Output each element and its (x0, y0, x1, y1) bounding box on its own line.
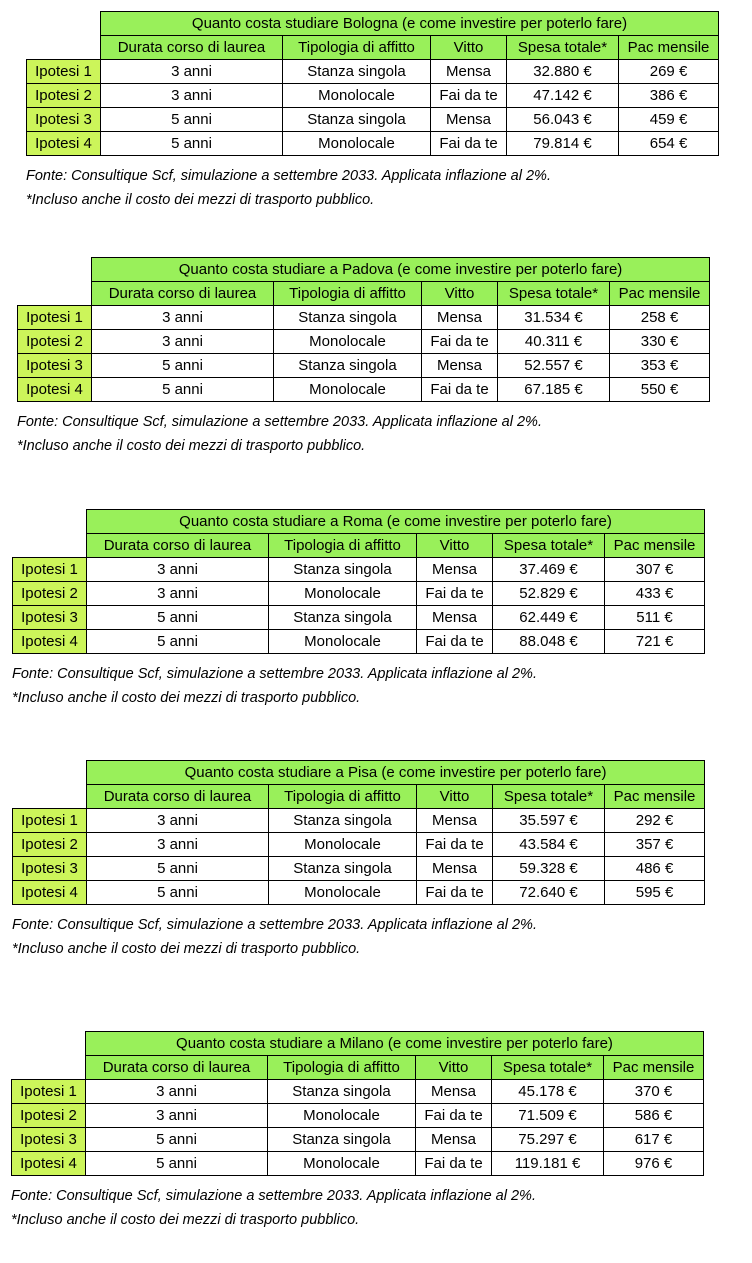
table-cell: Monolocale (269, 833, 417, 857)
row-label: Ipotesi 2 (13, 582, 87, 606)
table-title: Quanto costa studiare a Pisa (e come investire per poterlo fare) (87, 761, 705, 785)
table-cell: Stanza singola (274, 354, 422, 378)
blank-cell (12, 1032, 86, 1056)
column-header: Durata corso di laurea (86, 1056, 268, 1080)
table-cell: 56.043 € (507, 108, 619, 132)
row-label: Ipotesi 4 (27, 132, 101, 156)
header-row (27, 36, 719, 60)
row-label: Ipotesi 1 (27, 60, 101, 84)
row-label: Ipotesi 1 (13, 558, 87, 582)
row-label: Ipotesi 1 (18, 306, 92, 330)
table-cell: 353 € (610, 354, 710, 378)
cost-table-block (11, 1031, 704, 1232)
table-cell: 5 anni (92, 378, 274, 402)
row-label: Ipotesi 3 (13, 606, 87, 630)
blank-cell (13, 785, 87, 809)
row-label: Ipotesi 4 (13, 881, 87, 905)
table-cell: 486 € (605, 857, 705, 881)
table-title: Quanto costa studiare a Milano (e come investire per poterlo fare) (86, 1032, 704, 1056)
table-cell: 119.181 € (492, 1152, 604, 1176)
header-row (13, 534, 705, 558)
table-cell: Stanza singola (268, 1128, 416, 1152)
column-header: Tipologia di affitto (269, 534, 417, 558)
blank-cell (13, 761, 87, 785)
column-header: Pac mensile (604, 1056, 704, 1080)
column-header: Vitto (416, 1056, 492, 1080)
column-header: Spesa totale* (493, 785, 605, 809)
table-cell: 292 € (605, 809, 705, 833)
table-row (18, 354, 710, 378)
row-label: Ipotesi 4 (18, 378, 92, 402)
table-cell: Fai da te (417, 881, 493, 905)
table-cell: 3 anni (101, 60, 283, 84)
source-note: Fonte: Consultique Scf, simulazione a settembre 2033. Applicata inflazione al 2%. (12, 917, 537, 933)
table-cell: Monolocale (269, 582, 417, 606)
column-header: Durata corso di laurea (87, 534, 269, 558)
table-cell: 40.311 € (498, 330, 610, 354)
table-row (13, 582, 705, 606)
table-title: Quanto costa studiare a Roma (e come investire per poterlo fare) (87, 510, 705, 534)
table-cell: Fai da te (417, 833, 493, 857)
table-row (13, 809, 705, 833)
cost-table (11, 1031, 704, 1176)
table-cell: Monolocale (269, 630, 417, 654)
column-header: Pac mensile (605, 785, 705, 809)
table-cell: Mensa (416, 1128, 492, 1152)
table-row (18, 330, 710, 354)
table-cell: 47.142 € (507, 84, 619, 108)
table-cell: Fai da te (416, 1152, 492, 1176)
table-cell: 43.584 € (493, 833, 605, 857)
footnote: *Incluso anche il costo dei mezzi di trasporto pubblico. (12, 941, 361, 957)
table-cell: Stanza singola (268, 1080, 416, 1104)
table-cell: 5 anni (87, 606, 269, 630)
row-label: Ipotesi 2 (27, 84, 101, 108)
column-header: Durata corso di laurea (92, 282, 274, 306)
table-cell: 67.185 € (498, 378, 610, 402)
table-cell: Fai da te (422, 330, 498, 354)
column-header: Vitto (431, 36, 507, 60)
table-row (18, 378, 710, 402)
table-row (13, 558, 705, 582)
blank-cell (18, 258, 92, 282)
table-cell: Stanza singola (269, 606, 417, 630)
row-label: Ipotesi 2 (18, 330, 92, 354)
row-label: Ipotesi 3 (12, 1128, 86, 1152)
table-cell: 3 anni (86, 1104, 268, 1128)
column-header: Pac mensile (605, 534, 705, 558)
table-cell: 386 € (619, 84, 719, 108)
header-row (13, 785, 705, 809)
cost-table-block (26, 11, 719, 212)
table-cell: 370 € (604, 1080, 704, 1104)
column-header: Spesa totale* (507, 36, 619, 60)
column-header: Spesa totale* (498, 282, 610, 306)
column-header: Pac mensile (619, 36, 719, 60)
table-title: Quanto costa studiare a Padova (e come investire per poterlo fare) (92, 258, 710, 282)
column-header: Vitto (417, 785, 493, 809)
column-header: Tipologia di affitto (268, 1056, 416, 1080)
table-cell: Mensa (431, 108, 507, 132)
table-cell: Stanza singola (269, 809, 417, 833)
table-cell: 3 anni (87, 809, 269, 833)
row-label: Ipotesi 3 (18, 354, 92, 378)
table-cell: 654 € (619, 132, 719, 156)
table-cell: 307 € (605, 558, 705, 582)
column-header: Tipologia di affitto (283, 36, 431, 60)
table-cell: Stanza singola (283, 60, 431, 84)
table-cell: Mensa (417, 558, 493, 582)
column-header: Durata corso di laurea (87, 785, 269, 809)
table-cell: 595 € (605, 881, 705, 905)
table-cell: 79.814 € (507, 132, 619, 156)
table-row (27, 108, 719, 132)
table-row (13, 630, 705, 654)
blank-cell (27, 12, 101, 36)
cost-table (12, 509, 705, 654)
header-row (12, 1056, 704, 1080)
source-note: Fonte: Consultique Scf, simulazione a settembre 2033. Applicata inflazione al 2%. (12, 666, 537, 682)
table-cell: 459 € (619, 108, 719, 132)
row-label: Ipotesi 1 (12, 1080, 86, 1104)
table-cell: Mensa (422, 354, 498, 378)
table-cell: 35.597 € (493, 809, 605, 833)
table-cell: Stanza singola (283, 108, 431, 132)
blank-cell (13, 510, 87, 534)
table-cell: Mensa (431, 60, 507, 84)
table-cell: 721 € (605, 630, 705, 654)
table-row (13, 857, 705, 881)
table-cell: Stanza singola (269, 558, 417, 582)
row-label: Ipotesi 4 (12, 1152, 86, 1176)
cost-table (12, 760, 705, 905)
table-cell: 330 € (610, 330, 710, 354)
table-cell: 3 anni (86, 1080, 268, 1104)
footnote: *Incluso anche il costo dei mezzi di trasporto pubblico. (12, 690, 361, 706)
blank-cell (18, 282, 92, 306)
table-row (13, 881, 705, 905)
column-header: Spesa totale* (492, 1056, 604, 1080)
blank-cell (13, 534, 87, 558)
table-cell: 52.829 € (493, 582, 605, 606)
cost-table-block (17, 257, 710, 458)
table-cell: 5 anni (101, 108, 283, 132)
table-cell: 5 anni (87, 630, 269, 654)
table-cell: Fai da te (417, 630, 493, 654)
title-row (12, 1032, 704, 1056)
table-cell: Monolocale (283, 84, 431, 108)
table-cell: 357 € (605, 833, 705, 857)
table-cell: 3 anni (87, 558, 269, 582)
column-header: Vitto (422, 282, 498, 306)
table-cell: 3 anni (101, 84, 283, 108)
table-row (27, 60, 719, 84)
table-cell: 3 anni (87, 582, 269, 606)
table-cell: 62.449 € (493, 606, 605, 630)
table-cell: Monolocale (283, 132, 431, 156)
table-cell: 258 € (610, 306, 710, 330)
cost-table (17, 257, 710, 402)
table-cell: 5 anni (101, 132, 283, 156)
table-cell: 52.557 € (498, 354, 610, 378)
table-cell: 976 € (604, 1152, 704, 1176)
table-row (12, 1128, 704, 1152)
table-cell: 59.328 € (493, 857, 605, 881)
table-cell: 3 anni (92, 330, 274, 354)
table-cell: Mensa (422, 306, 498, 330)
table-cell: Stanza singola (269, 857, 417, 881)
table-cell: 550 € (610, 378, 710, 402)
table-cell: Stanza singola (274, 306, 422, 330)
table-row (13, 833, 705, 857)
cost-table-block (12, 760, 705, 961)
table-cell: Monolocale (269, 881, 417, 905)
table-row (27, 84, 719, 108)
table-cell: 31.534 € (498, 306, 610, 330)
table-cell: Mensa (417, 809, 493, 833)
table-cell: 5 anni (86, 1128, 268, 1152)
table-cell: Monolocale (274, 330, 422, 354)
footnote: *Incluso anche il costo dei mezzi di trasporto pubblico. (11, 1212, 360, 1228)
table-cell: 617 € (604, 1128, 704, 1152)
table-cell: 5 anni (86, 1152, 268, 1176)
column-header: Pac mensile (610, 282, 710, 306)
title-row (18, 258, 710, 282)
footnote: *Incluso anche il costo dei mezzi di trasporto pubblico. (26, 192, 375, 208)
table-row (12, 1080, 704, 1104)
table-cell: Fai da te (416, 1104, 492, 1128)
table-cell: 5 anni (87, 881, 269, 905)
title-row (13, 510, 705, 534)
table-cell: 3 anni (87, 833, 269, 857)
table-row (18, 306, 710, 330)
table-cell: 32.880 € (507, 60, 619, 84)
table-cell: 72.640 € (493, 881, 605, 905)
column-header: Tipologia di affitto (269, 785, 417, 809)
blank-cell (12, 1056, 86, 1080)
table-cell: Fai da te (431, 132, 507, 156)
table-cell: 37.469 € (493, 558, 605, 582)
table-cell: Monolocale (268, 1152, 416, 1176)
cost-table-block (12, 509, 705, 710)
table-row (27, 132, 719, 156)
table-cell: 269 € (619, 60, 719, 84)
table-cell: Monolocale (274, 378, 422, 402)
table-row (12, 1104, 704, 1128)
footnote: *Incluso anche il costo dei mezzi di trasporto pubblico. (17, 438, 366, 454)
column-header: Spesa totale* (493, 534, 605, 558)
column-header: Vitto (417, 534, 493, 558)
table-cell: 511 € (605, 606, 705, 630)
table-cell: 75.297 € (492, 1128, 604, 1152)
table-title: Quanto costa studiare Bologna (e come investire per poterlo fare) (101, 12, 719, 36)
table-cell: Mensa (416, 1080, 492, 1104)
table-cell: 3 anni (92, 306, 274, 330)
source-note: Fonte: Consultique Scf, simulazione a settembre 2033. Applicata inflazione al 2%. (17, 414, 542, 430)
row-label: Ipotesi 3 (27, 108, 101, 132)
table-cell: 5 anni (87, 857, 269, 881)
blank-cell (27, 36, 101, 60)
source-note: Fonte: Consultique Scf, simulazione a settembre 2033. Applicata inflazione al 2%. (11, 1188, 536, 1204)
row-label: Ipotesi 4 (13, 630, 87, 654)
table-cell: Mensa (417, 857, 493, 881)
header-row (18, 282, 710, 306)
table-cell: 433 € (605, 582, 705, 606)
column-header: Durata corso di laurea (101, 36, 283, 60)
table-cell: 45.178 € (492, 1080, 604, 1104)
title-row (13, 761, 705, 785)
table-row (13, 606, 705, 630)
table-row (12, 1152, 704, 1176)
row-label: Ipotesi 2 (13, 833, 87, 857)
cost-table (26, 11, 719, 156)
source-note: Fonte: Consultique Scf, simulazione a settembre 2033. Applicata inflazione al 2%. (26, 168, 551, 184)
table-cell: 71.509 € (492, 1104, 604, 1128)
row-label: Ipotesi 1 (13, 809, 87, 833)
table-cell: Fai da te (431, 84, 507, 108)
row-label: Ipotesi 3 (13, 857, 87, 881)
table-cell: 586 € (604, 1104, 704, 1128)
table-cell: Fai da te (422, 378, 498, 402)
row-label: Ipotesi 2 (12, 1104, 86, 1128)
table-cell: 88.048 € (493, 630, 605, 654)
table-cell: Fai da te (417, 582, 493, 606)
title-row (27, 12, 719, 36)
table-cell: Monolocale (268, 1104, 416, 1128)
column-header: Tipologia di affitto (274, 282, 422, 306)
table-cell: 5 anni (92, 354, 274, 378)
table-cell: Mensa (417, 606, 493, 630)
